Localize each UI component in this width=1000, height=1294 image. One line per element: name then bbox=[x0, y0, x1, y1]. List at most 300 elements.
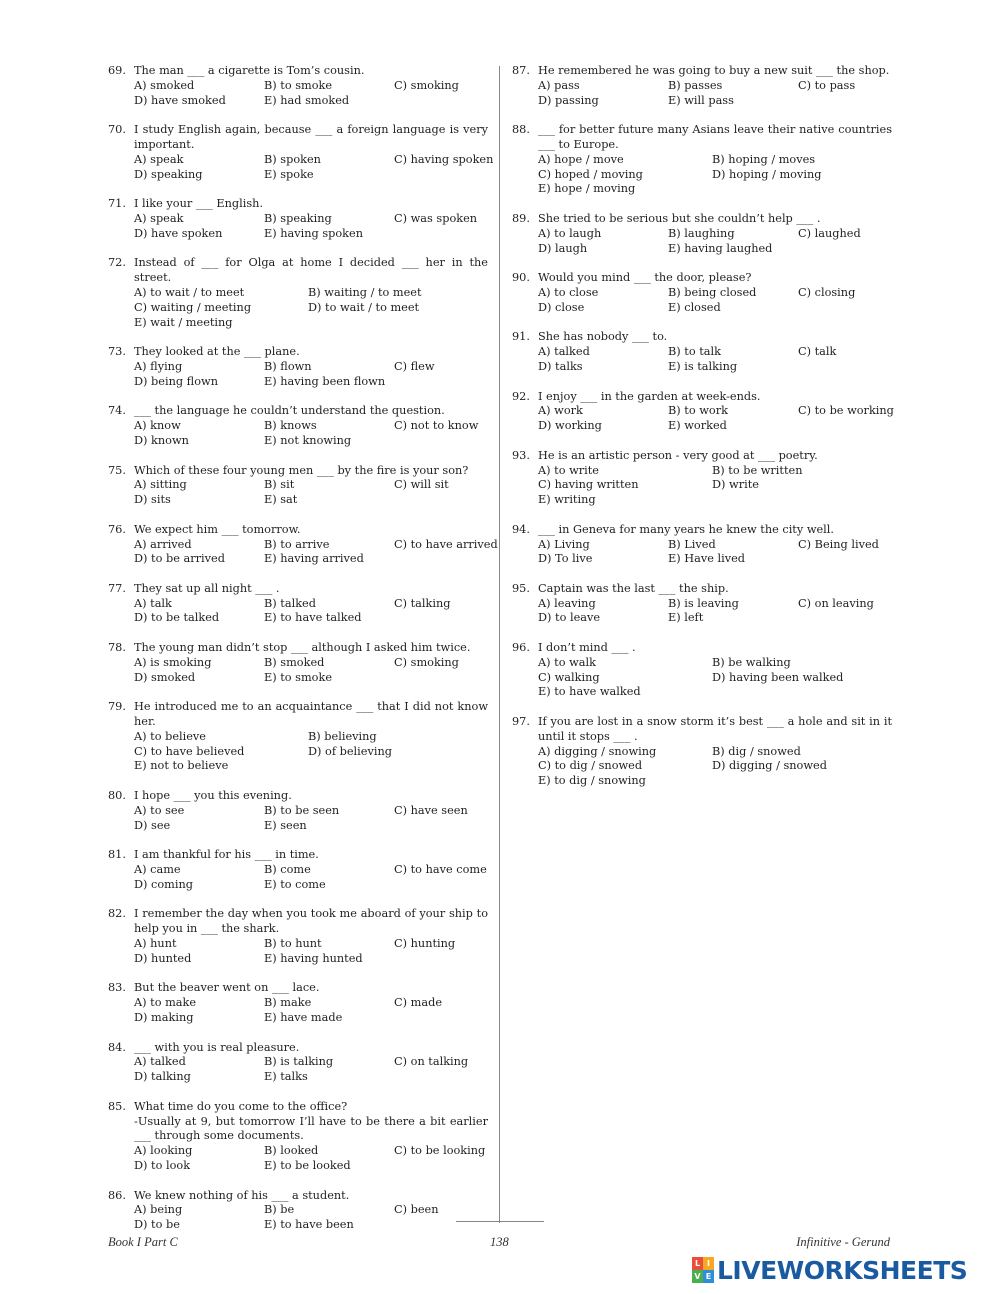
column-divider bbox=[499, 66, 500, 1223]
option-b[interactable]: B) laughing bbox=[668, 226, 735, 240]
answer-options bbox=[134, 212, 488, 242]
option-b[interactable]: B) looked bbox=[264, 1144, 319, 1158]
footer-page-number: 138 bbox=[490, 1235, 509, 1249]
option-a[interactable]: A) to make bbox=[134, 996, 197, 1010]
question-stem bbox=[108, 523, 488, 538]
option-d[interactable]: D) coming bbox=[134, 877, 194, 891]
question-91 bbox=[512, 330, 892, 374]
question-text: I like your ___ English. bbox=[134, 197, 264, 211]
option-row bbox=[134, 1218, 488, 1233]
option-c[interactable]: C) will sit bbox=[394, 478, 449, 492]
option-e[interactable]: E) having laughed bbox=[668, 241, 773, 255]
option-a[interactable]: A) looking bbox=[134, 1144, 193, 1158]
option-c[interactable]: C) walking bbox=[538, 670, 600, 684]
option-d[interactable]: D) working bbox=[538, 419, 602, 433]
option-e[interactable]: E) having hunted bbox=[264, 951, 363, 965]
question-number: 69. bbox=[108, 64, 126, 77]
question-69 bbox=[108, 64, 488, 108]
question-93 bbox=[512, 449, 892, 508]
question-stem bbox=[108, 1189, 488, 1204]
option-d[interactable]: D) have spoken bbox=[134, 226, 223, 240]
answer-options bbox=[134, 360, 488, 390]
option-row bbox=[538, 656, 892, 671]
question-number: 71. bbox=[108, 197, 126, 211]
option-row bbox=[134, 656, 488, 671]
option-a[interactable]: A) to wait / to meet bbox=[134, 285, 245, 299]
answer-options bbox=[134, 1203, 488, 1233]
option-a[interactable]: A) flying bbox=[134, 359, 183, 373]
answer-options bbox=[134, 419, 488, 449]
option-c[interactable]: C) have seen bbox=[394, 803, 468, 817]
option-a[interactable]: A) hope / move bbox=[538, 152, 624, 166]
option-b[interactable]: B) to be written bbox=[712, 463, 803, 477]
option-a[interactable]: A) talk bbox=[134, 596, 172, 610]
option-row bbox=[538, 227, 892, 242]
option-d[interactable]: D) making bbox=[134, 1011, 194, 1024]
option-row bbox=[134, 152, 494, 168]
option-row bbox=[134, 937, 488, 952]
answer-options bbox=[134, 152, 494, 183]
option-row bbox=[134, 996, 488, 1011]
option-c[interactable]: C) talking bbox=[394, 596, 451, 610]
option-d[interactable]: D) to be arrived bbox=[134, 552, 225, 566]
question-73 bbox=[108, 345, 488, 389]
question-stem bbox=[512, 64, 892, 79]
option-d[interactable]: D) speaking bbox=[134, 167, 203, 181]
question-78 bbox=[108, 641, 488, 685]
question-number: 93. bbox=[512, 448, 530, 462]
option-c[interactable]: C) closing bbox=[798, 285, 856, 299]
question-81 bbox=[108, 848, 488, 892]
question-stem bbox=[108, 123, 492, 153]
option-b[interactable]: B) sit bbox=[264, 478, 295, 492]
option-d[interactable]: D) digging / snowed bbox=[712, 759, 827, 773]
option-row bbox=[134, 611, 488, 626]
option-e[interactable]: E) writing bbox=[538, 493, 596, 507]
option-d[interactable]: D) smoked bbox=[134, 670, 196, 684]
option-c[interactable]: C) was spoken bbox=[394, 211, 478, 225]
question-75 bbox=[108, 464, 488, 508]
option-e[interactable]: E) spoke bbox=[264, 167, 314, 181]
option-b[interactable]: B) talked bbox=[264, 596, 316, 610]
answer-options bbox=[538, 464, 892, 508]
option-d[interactable]: D) To live bbox=[538, 552, 593, 566]
option-b[interactable]: B) make bbox=[264, 996, 312, 1010]
option-row bbox=[134, 671, 488, 686]
question-number: 79. bbox=[108, 700, 126, 714]
option-b[interactable]: B) is leaving bbox=[668, 596, 739, 610]
answer-options bbox=[134, 478, 488, 508]
question-87 bbox=[512, 64, 892, 108]
option-c[interactable]: C) on leaving bbox=[798, 596, 874, 610]
option-d[interactable]: D) laugh bbox=[538, 241, 588, 255]
question-number: 89. bbox=[512, 211, 530, 225]
answer-options bbox=[134, 937, 488, 967]
option-b[interactable]: B) flown bbox=[264, 359, 312, 373]
option-c[interactable]: C) waiting / meeting bbox=[134, 300, 252, 314]
option-a[interactable]: A) leaving bbox=[538, 596, 596, 610]
option-a[interactable]: A) Living bbox=[538, 537, 590, 551]
option-c[interactable]: C) not to know bbox=[394, 419, 479, 433]
option-c[interactable]: C) hunting bbox=[394, 937, 456, 951]
option-row bbox=[538, 464, 892, 479]
option-e[interactable]: E) not knowing bbox=[264, 433, 352, 447]
question-text: They looked at the ___ plane. bbox=[134, 345, 300, 359]
option-e[interactable]: E) not to believe bbox=[134, 759, 229, 773]
option-c[interactable]: C) flew bbox=[394, 359, 435, 373]
question-text: He is an artistic person - very good at ___ poetry. bbox=[538, 448, 818, 462]
option-row bbox=[134, 212, 488, 227]
option-d[interactable]: D) write bbox=[712, 478, 759, 492]
question-92 bbox=[512, 390, 892, 434]
question-76 bbox=[108, 522, 498, 567]
option-c[interactable]: C) talk bbox=[798, 345, 837, 359]
option-c[interactable]: C) to have arrived bbox=[394, 537, 498, 551]
answer-options bbox=[134, 656, 488, 686]
option-row bbox=[134, 478, 488, 493]
question-stem bbox=[108, 64, 488, 79]
question-number: 81. bbox=[108, 848, 126, 862]
option-row bbox=[538, 301, 892, 316]
liveworksheets-logo[interactable] bbox=[692, 1254, 967, 1286]
option-d[interactable]: D) passing bbox=[538, 93, 599, 107]
question-79 bbox=[108, 700, 492, 774]
option-row bbox=[538, 94, 892, 109]
option-c[interactable]: C) to be working bbox=[798, 404, 894, 418]
option-d[interactable]: D) hoping / moving bbox=[712, 167, 822, 181]
option-c[interactable]: C) made bbox=[394, 996, 443, 1010]
question-80 bbox=[108, 789, 488, 833]
option-b[interactable]: B) to arrive bbox=[264, 537, 330, 551]
question-number: 95. bbox=[512, 581, 530, 595]
option-b[interactable]: B) waiting / to meet bbox=[308, 285, 422, 299]
option-a[interactable]: A) arrived bbox=[134, 537, 192, 551]
option-a[interactable]: A) talked bbox=[134, 1055, 186, 1069]
question-text: ___ with you is real pleasure. bbox=[134, 1040, 300, 1054]
option-b[interactable]: B) passes bbox=[668, 78, 723, 92]
option-row bbox=[134, 301, 488, 316]
option-b[interactable]: B) spoken bbox=[264, 152, 321, 166]
option-d[interactable]: D) known bbox=[134, 433, 189, 447]
option-a[interactable]: A) talked bbox=[538, 345, 590, 359]
option-a[interactable]: A) to believe bbox=[134, 729, 206, 743]
option-e[interactable]: E) left bbox=[668, 611, 704, 625]
option-d[interactable]: D) have smoked bbox=[134, 93, 226, 107]
answer-options bbox=[134, 996, 488, 1026]
option-a[interactable]: A) speak bbox=[134, 152, 184, 166]
option-e[interactable]: E) wait / meeting bbox=[134, 315, 233, 329]
option-e[interactable]: E) having spoken bbox=[264, 226, 363, 240]
option-row bbox=[538, 153, 892, 168]
question-stem bbox=[108, 700, 492, 730]
question-stem bbox=[108, 907, 492, 937]
question-number: 72. bbox=[108, 256, 126, 270]
answer-options bbox=[538, 79, 892, 109]
option-row bbox=[134, 863, 488, 878]
option-b[interactable]: B) come bbox=[264, 863, 311, 877]
question-text: He introduced me to an acquaintance ___ that I did not know her. bbox=[134, 700, 492, 729]
footer-book-label: Book I Part C bbox=[108, 1235, 178, 1249]
option-a[interactable]: A) speak bbox=[134, 211, 184, 225]
option-d[interactable]: D) being flown bbox=[134, 374, 218, 388]
option-b[interactable]: B) Lived bbox=[668, 537, 716, 551]
question-text: Would you mind ___ the door, please? bbox=[538, 271, 752, 285]
answer-options bbox=[538, 345, 892, 375]
option-b[interactable]: B) be walking bbox=[712, 655, 791, 669]
option-b[interactable]: B) is talking bbox=[264, 1055, 334, 1069]
option-e[interactable]: E) hope / moving bbox=[538, 182, 636, 196]
option-row bbox=[538, 774, 892, 789]
option-b[interactable]: B) to be seen bbox=[264, 803, 340, 817]
option-e[interactable]: E) worked bbox=[668, 419, 727, 433]
question-72 bbox=[108, 256, 492, 330]
option-c[interactable]: C) on talking bbox=[394, 1055, 469, 1069]
question-text: She has nobody ___ to. bbox=[538, 330, 668, 344]
question-number: 97. bbox=[512, 715, 530, 729]
question-stem bbox=[512, 449, 892, 464]
right-question-column bbox=[512, 64, 896, 804]
option-row bbox=[134, 94, 488, 109]
option-d[interactable]: D) to wait / to meet bbox=[308, 300, 420, 314]
question-text: ___ in Geneva for many years he knew the city well. bbox=[538, 522, 834, 536]
option-d[interactable]: D) hunted bbox=[134, 951, 192, 965]
option-c[interactable]: C) hoped / moving bbox=[538, 167, 643, 181]
option-row bbox=[134, 316, 488, 331]
answer-options bbox=[538, 656, 892, 700]
option-row bbox=[538, 493, 892, 508]
option-row bbox=[134, 79, 488, 94]
question-number: 76. bbox=[108, 522, 126, 536]
question-number: 94. bbox=[512, 522, 530, 536]
option-a[interactable]: A) is smoking bbox=[134, 655, 212, 669]
question-number: 75. bbox=[108, 463, 126, 477]
option-e[interactable]: E) seen bbox=[264, 818, 307, 832]
question-text: ___ the language he couldn’t understand the question. bbox=[134, 404, 445, 418]
option-row bbox=[538, 597, 892, 612]
question-text: I am thankful for his ___ in time. bbox=[134, 848, 319, 862]
question-95 bbox=[512, 582, 892, 626]
option-c[interactable]: C) smoking bbox=[394, 78, 459, 92]
question-text: I don’t mind ___ . bbox=[538, 641, 636, 655]
option-e[interactable]: E) sat bbox=[264, 493, 298, 507]
question-stem bbox=[108, 641, 488, 656]
option-a[interactable]: A) to see bbox=[134, 803, 185, 817]
option-b[interactable]: B) dig / snowed bbox=[712, 744, 801, 758]
option-b[interactable]: B) to hunt bbox=[264, 937, 322, 951]
option-e[interactable]: E) is talking bbox=[668, 359, 738, 373]
option-b[interactable]: B) be bbox=[264, 1203, 295, 1217]
question-77 bbox=[108, 582, 488, 626]
option-row bbox=[134, 597, 488, 612]
question-stem bbox=[108, 1100, 488, 1144]
option-c[interactable]: C) to have come bbox=[394, 863, 487, 877]
answer-options bbox=[134, 863, 488, 893]
question-text: We expect him ___ tomorrow. bbox=[134, 522, 301, 536]
option-e[interactable]: E) closed bbox=[668, 300, 721, 314]
option-e[interactable]: E) to have walked bbox=[538, 685, 641, 699]
option-b[interactable]: B) to work bbox=[668, 404, 728, 418]
question-71 bbox=[108, 197, 488, 241]
option-c[interactable]: C) to have believed bbox=[134, 744, 245, 758]
question-number: 80. bbox=[108, 789, 126, 803]
option-row bbox=[538, 552, 892, 567]
question-stem bbox=[512, 582, 892, 597]
option-row bbox=[134, 360, 488, 375]
option-b[interactable]: B) being closed bbox=[668, 285, 757, 299]
option-row bbox=[538, 79, 892, 94]
option-row bbox=[134, 952, 488, 967]
option-a[interactable]: A) being bbox=[134, 1203, 183, 1217]
option-row bbox=[134, 1055, 488, 1070]
question-stem bbox=[108, 789, 488, 804]
option-row bbox=[538, 404, 892, 419]
option-d[interactable]: D) sits bbox=[134, 493, 171, 507]
option-e[interactable]: E) have made bbox=[264, 1011, 343, 1024]
option-d[interactable]: D) to be talked bbox=[134, 611, 220, 625]
option-row bbox=[134, 1203, 488, 1218]
option-d[interactable]: D) see bbox=[134, 818, 171, 832]
answer-options bbox=[538, 286, 892, 316]
option-d[interactable]: D) having been walked bbox=[712, 670, 844, 684]
question-text: We knew nothing of his ___ a student. bbox=[134, 1188, 350, 1202]
question-number: 96. bbox=[512, 641, 530, 655]
option-a[interactable]: A) know bbox=[134, 419, 181, 433]
option-row bbox=[538, 360, 892, 375]
option-c[interactable]: C) to be looking bbox=[394, 1144, 486, 1158]
question-text: What time do you come to the office? -Usually at 9, but tomorrow I’ll have to be there a bit earlier ___ through some documents. bbox=[134, 1099, 488, 1143]
option-e[interactable]: E) Have lived bbox=[668, 552, 746, 566]
option-e[interactable]: E) to come bbox=[264, 877, 326, 891]
option-c[interactable]: C) to pass bbox=[798, 78, 856, 92]
question-84 bbox=[108, 1041, 488, 1085]
footer-rule bbox=[456, 1221, 544, 1222]
option-a[interactable]: A) smoked bbox=[134, 78, 195, 92]
option-e[interactable]: E) having arrived bbox=[264, 552, 364, 566]
option-a[interactable]: A) work bbox=[538, 404, 583, 418]
question-stem bbox=[512, 641, 892, 656]
option-a[interactable]: A) digging / snowing bbox=[538, 744, 657, 758]
option-b[interactable]: B) to talk bbox=[668, 345, 721, 359]
question-number: 92. bbox=[512, 389, 530, 403]
option-a[interactable]: A) to walk bbox=[538, 655, 596, 669]
option-d[interactable]: D) talks bbox=[538, 359, 583, 373]
option-row bbox=[134, 419, 488, 434]
option-row bbox=[538, 168, 892, 183]
option-e[interactable]: E) had smoked bbox=[264, 93, 350, 107]
question-stem bbox=[512, 212, 892, 227]
option-d[interactable]: D) talking bbox=[134, 1070, 191, 1084]
option-row bbox=[134, 1011, 488, 1026]
option-d[interactable]: D) to be bbox=[134, 1218, 180, 1232]
question-text: The man ___ a cigarette is Tom’s cousin. bbox=[134, 64, 365, 77]
option-b[interactable]: B) believing bbox=[308, 729, 377, 743]
question-74 bbox=[108, 404, 488, 448]
option-e[interactable]: E) to have talked bbox=[264, 611, 362, 625]
option-c[interactable]: C) to dig / snowed bbox=[538, 759, 643, 773]
badge-letter-l: L bbox=[692, 1257, 703, 1270]
question-88 bbox=[512, 123, 896, 197]
option-a[interactable]: A) to laugh bbox=[538, 226, 602, 240]
option-d[interactable]: D) close bbox=[538, 300, 585, 314]
answer-options bbox=[134, 79, 488, 109]
answer-options bbox=[538, 745, 892, 789]
question-stem bbox=[108, 197, 488, 212]
option-a[interactable]: A) pass bbox=[538, 78, 580, 92]
question-stem bbox=[108, 256, 492, 286]
option-b[interactable]: B) to smoke bbox=[264, 78, 333, 92]
option-e[interactable]: E) to be looked bbox=[264, 1158, 351, 1172]
question-text: I enjoy ___ in the garden at week-ends. bbox=[538, 389, 761, 403]
option-e[interactable]: E) to smoke bbox=[264, 670, 333, 684]
option-d[interactable]: D) to leave bbox=[538, 611, 601, 625]
option-row bbox=[134, 375, 488, 390]
question-number: 83. bbox=[108, 981, 126, 995]
option-e[interactable]: E) having been flown bbox=[264, 374, 386, 388]
question-82 bbox=[108, 907, 492, 966]
option-c[interactable]: C) Being lived bbox=[798, 537, 879, 551]
question-stem bbox=[108, 582, 488, 597]
option-a[interactable]: A) to write bbox=[538, 463, 599, 477]
option-c[interactable]: C) laughed bbox=[798, 226, 861, 240]
option-b[interactable]: B) hoping / moves bbox=[712, 152, 816, 166]
option-c[interactable]: C) having spoken bbox=[394, 152, 494, 166]
question-number: 82. bbox=[108, 907, 126, 921]
option-c[interactable]: C) been bbox=[394, 1203, 439, 1217]
option-e[interactable]: E) to have been bbox=[264, 1218, 354, 1232]
option-row bbox=[538, 478, 892, 493]
option-a[interactable]: A) hunt bbox=[134, 937, 177, 951]
badge-letter-v: V bbox=[692, 1270, 703, 1283]
question-stem bbox=[108, 464, 488, 479]
question-number: 84. bbox=[108, 1040, 126, 1054]
question-stem bbox=[512, 330, 892, 345]
option-row bbox=[538, 538, 892, 553]
question-number: 77. bbox=[108, 581, 126, 595]
option-b[interactable]: B) knows bbox=[264, 419, 317, 433]
option-c[interactable]: C) smoking bbox=[394, 655, 459, 669]
question-text: They sat up all night ___ . bbox=[134, 581, 280, 595]
option-a[interactable]: A) sitting bbox=[134, 478, 187, 492]
option-row bbox=[538, 759, 892, 774]
option-row bbox=[134, 286, 488, 301]
answer-options bbox=[134, 730, 488, 774]
question-number: 90. bbox=[512, 271, 530, 285]
question-96 bbox=[512, 641, 892, 700]
answer-options bbox=[134, 537, 498, 568]
left-question-column bbox=[108, 64, 498, 1248]
question-stem bbox=[108, 1041, 488, 1056]
option-e[interactable]: E) to dig / snowing bbox=[538, 774, 646, 788]
question-number: 88. bbox=[512, 123, 530, 137]
question-stem bbox=[512, 390, 892, 405]
option-row bbox=[134, 493, 488, 508]
option-c[interactable]: C) having written bbox=[538, 478, 639, 492]
option-d[interactable]: D) to look bbox=[134, 1158, 191, 1172]
live-badge-icon bbox=[692, 1257, 714, 1283]
option-e[interactable]: E) talks bbox=[264, 1070, 308, 1084]
question-90 bbox=[512, 271, 892, 315]
option-d[interactable]: D) of believing bbox=[308, 744, 392, 758]
option-b[interactable]: B) smoked bbox=[264, 655, 325, 669]
option-a[interactable]: A) to close bbox=[538, 285, 599, 299]
option-a[interactable]: A) came bbox=[134, 863, 181, 877]
option-b[interactable]: B) speaking bbox=[264, 211, 332, 225]
option-e[interactable]: E) will pass bbox=[668, 93, 734, 107]
answer-options bbox=[538, 538, 892, 568]
question-stem bbox=[108, 848, 488, 863]
answer-options bbox=[134, 1055, 488, 1085]
option-row bbox=[134, 552, 488, 567]
